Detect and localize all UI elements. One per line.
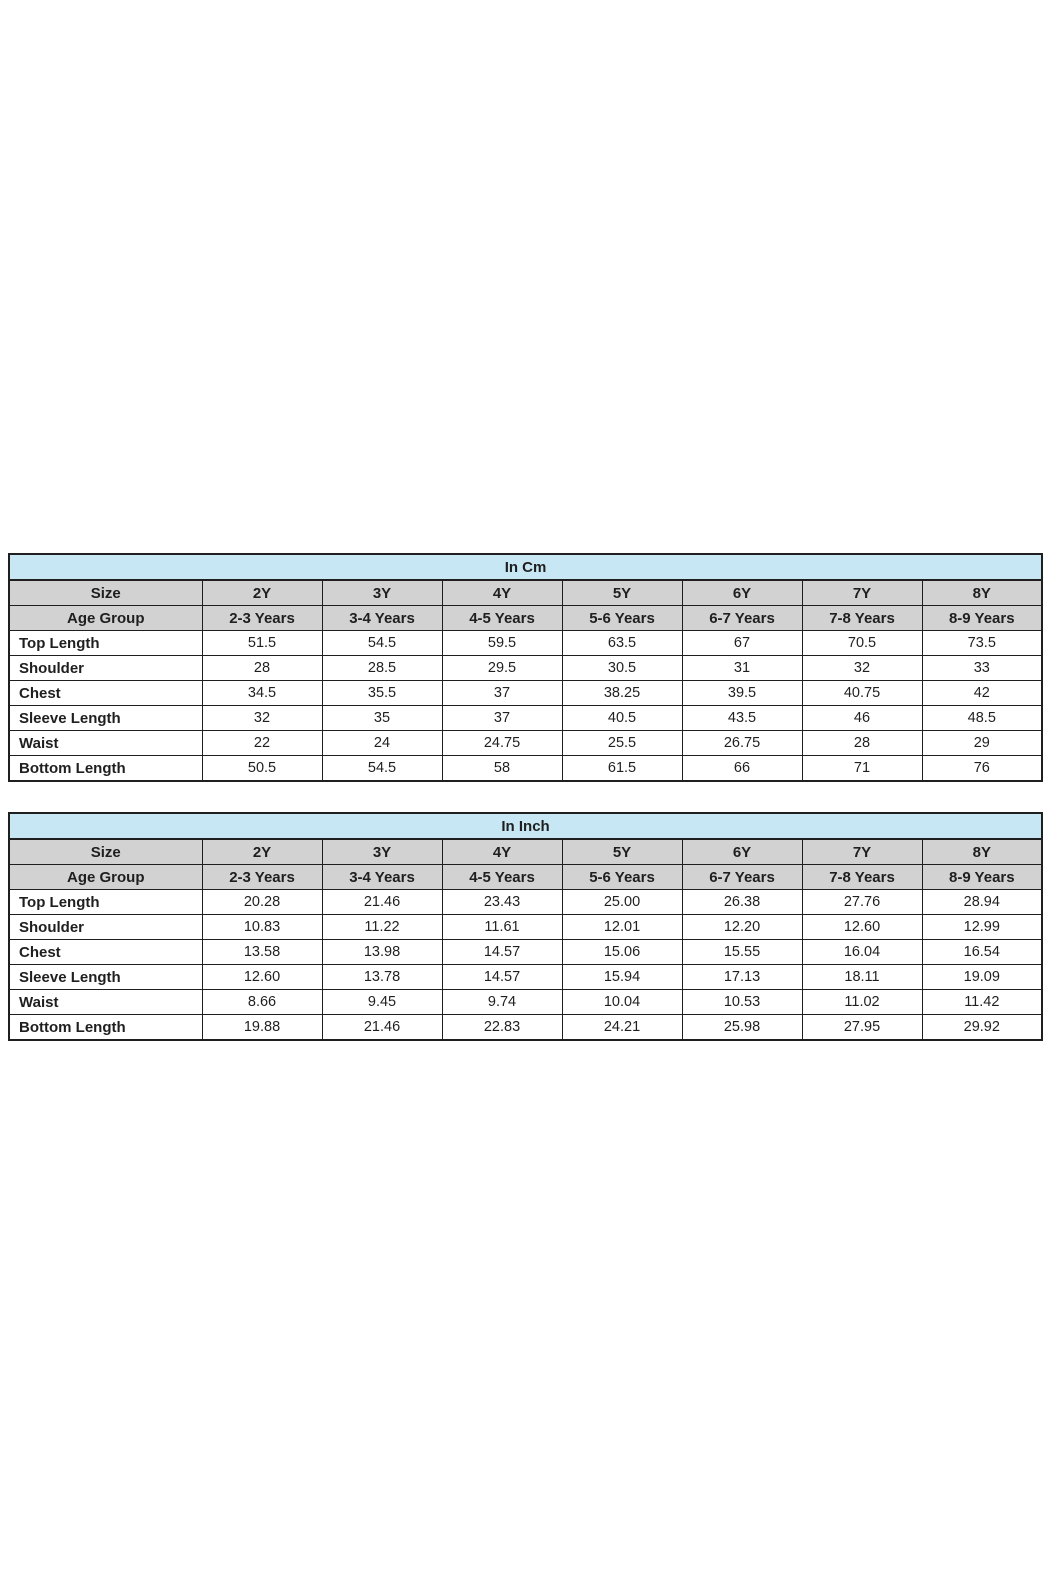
measurement-value: 29.92 (922, 1015, 1042, 1041)
measurement-value: 17.13 (682, 965, 802, 990)
measurement-value: 28.94 (922, 890, 1042, 915)
measurement-value: 25.98 (682, 1015, 802, 1041)
measurement-value: 61.5 (562, 756, 682, 782)
measurement-value: 24.21 (562, 1015, 682, 1041)
measurement-value: 10.53 (682, 990, 802, 1015)
cm-title-row (9, 554, 1042, 580)
measurement-value: 35 (322, 706, 442, 731)
measurement-value: 25.00 (562, 890, 682, 915)
measurement-value: 14.57 (442, 965, 562, 990)
size-row-label: Size (9, 580, 202, 606)
size-col-header: 7Y (802, 839, 922, 865)
measurement-value: 63.5 (562, 631, 682, 656)
measurement-value: 29.5 (442, 656, 562, 681)
measurement-value: 28.5 (322, 656, 442, 681)
size-col-header: 8Y (922, 580, 1042, 606)
measurement-value: 71 (802, 756, 922, 782)
age-group-cell: 2-3 Years (202, 865, 322, 890)
measurement-value: 24 (322, 731, 442, 756)
cm-waist-row (9, 731, 1042, 756)
inch-chest-row (9, 940, 1042, 965)
size-col-header: 6Y (682, 580, 802, 606)
measurement-value: 16.04 (802, 940, 922, 965)
measurement-label: Waist (9, 990, 202, 1015)
measurement-value: 29 (922, 731, 1042, 756)
measurement-label: Bottom Length (9, 756, 202, 782)
measurement-value: 15.94 (562, 965, 682, 990)
measurement-value: 42 (922, 681, 1042, 706)
inch-sleeve-length-row (9, 965, 1042, 990)
age-group-cell: 8-9 Years (922, 606, 1042, 631)
age-group-cell: 7-8 Years (802, 606, 922, 631)
measurement-label: Chest (9, 940, 202, 965)
age-group-row-label: Age Group (9, 606, 202, 631)
measurement-value: 12.99 (922, 915, 1042, 940)
measurement-value: 12.60 (202, 965, 322, 990)
measurement-value: 54.5 (322, 631, 442, 656)
age-group-cell: 4-5 Years (442, 865, 562, 890)
measurement-value: 11.61 (442, 915, 562, 940)
age-group-cell: 3-4 Years (322, 865, 442, 890)
measurement-value: 34.5 (202, 681, 322, 706)
size-col-header: 2Y (202, 580, 322, 606)
inch-table-title: In Inch (9, 813, 1042, 839)
measurement-value: 10.04 (562, 990, 682, 1015)
measurement-value: 20.28 (202, 890, 322, 915)
size-chart-cm-table (8, 553, 1043, 782)
measurement-label: Chest (9, 681, 202, 706)
cm-age-group-row (9, 606, 1042, 631)
age-group-cell: 5-6 Years (562, 865, 682, 890)
measurement-value: 30.5 (562, 656, 682, 681)
measurement-value: 21.46 (322, 890, 442, 915)
cm-shoulder-row (9, 656, 1042, 681)
size-row-label: Size (9, 839, 202, 865)
inch-waist-row (9, 990, 1042, 1015)
measurement-value: 32 (202, 706, 322, 731)
measurement-value: 76 (922, 756, 1042, 782)
measurement-value: 59.5 (442, 631, 562, 656)
age-group-row-label: Age Group (9, 865, 202, 890)
measurement-value: 18.11 (802, 965, 922, 990)
measurement-label: Top Length (9, 890, 202, 915)
measurement-value: 33 (922, 656, 1042, 681)
measurement-label: Shoulder (9, 656, 202, 681)
measurement-value: 14.57 (442, 940, 562, 965)
cm-top-length-row (9, 631, 1042, 656)
measurement-value: 27.95 (802, 1015, 922, 1041)
size-col-header: 3Y (322, 580, 442, 606)
measurement-value: 15.55 (682, 940, 802, 965)
measurement-value: 40.5 (562, 706, 682, 731)
measurement-value: 28 (202, 656, 322, 681)
measurement-value: 13.58 (202, 940, 322, 965)
measurement-value: 32 (802, 656, 922, 681)
measurement-value: 51.5 (202, 631, 322, 656)
measurement-label: Sleeve Length (9, 706, 202, 731)
measurement-value: 21.46 (322, 1015, 442, 1041)
size-col-header: 7Y (802, 580, 922, 606)
measurement-value: 39.5 (682, 681, 802, 706)
size-col-header: 2Y (202, 839, 322, 865)
age-group-cell: 2-3 Years (202, 606, 322, 631)
inch-bottom-length-row (9, 1015, 1042, 1041)
measurement-value: 37 (442, 706, 562, 731)
measurement-value: 40.75 (802, 681, 922, 706)
age-group-cell: 6-7 Years (682, 606, 802, 631)
measurement-label: Shoulder (9, 915, 202, 940)
measurement-value: 19.09 (922, 965, 1042, 990)
measurement-value: 11.42 (922, 990, 1042, 1015)
measurement-value: 27.76 (802, 890, 922, 915)
measurement-label: Top Length (9, 631, 202, 656)
measurement-value: 9.74 (442, 990, 562, 1015)
measurement-value: 26.38 (682, 890, 802, 915)
measurement-value: 67 (682, 631, 802, 656)
measurement-value: 9.45 (322, 990, 442, 1015)
cm-bottom-length-row (9, 756, 1042, 782)
measurement-value: 22 (202, 731, 322, 756)
age-group-cell: 5-6 Years (562, 606, 682, 631)
measurement-value: 46 (802, 706, 922, 731)
measurement-value: 31 (682, 656, 802, 681)
inch-shoulder-row (9, 915, 1042, 940)
measurement-value: 25.5 (562, 731, 682, 756)
inch-size-header-row (9, 839, 1042, 865)
measurement-value: 54.5 (322, 756, 442, 782)
measurement-label: Sleeve Length (9, 965, 202, 990)
measurement-value: 10.83 (202, 915, 322, 940)
age-group-cell: 4-5 Years (442, 606, 562, 631)
measurement-value: 8.66 (202, 990, 322, 1015)
measurement-value: 50.5 (202, 756, 322, 782)
measurement-value: 13.98 (322, 940, 442, 965)
measurement-value: 16.54 (922, 940, 1042, 965)
measurement-value: 13.78 (322, 965, 442, 990)
size-col-header: 5Y (562, 839, 682, 865)
measurement-label: Waist (9, 731, 202, 756)
age-group-cell: 7-8 Years (802, 865, 922, 890)
measurement-label: Bottom Length (9, 1015, 202, 1041)
age-group-cell: 6-7 Years (682, 865, 802, 890)
measurement-value: 12.20 (682, 915, 802, 940)
measurement-value: 73.5 (922, 631, 1042, 656)
measurement-value: 38.25 (562, 681, 682, 706)
measurement-value: 43.5 (682, 706, 802, 731)
measurement-value: 23.43 (442, 890, 562, 915)
measurement-value: 11.02 (802, 990, 922, 1015)
inch-title-row (9, 813, 1042, 839)
inch-age-group-row (9, 865, 1042, 890)
measurement-value: 66 (682, 756, 802, 782)
measurement-value: 48.5 (922, 706, 1042, 731)
cm-sleeve-length-row (9, 706, 1042, 731)
measurement-value: 12.60 (802, 915, 922, 940)
measurement-value: 22.83 (442, 1015, 562, 1041)
size-col-header: 8Y (922, 839, 1042, 865)
measurement-value: 70.5 (802, 631, 922, 656)
cm-chest-row (9, 681, 1042, 706)
measurement-value: 11.22 (322, 915, 442, 940)
size-col-header: 6Y (682, 839, 802, 865)
measurement-value: 35.5 (322, 681, 442, 706)
measurement-value: 37 (442, 681, 562, 706)
age-group-cell: 3-4 Years (322, 606, 442, 631)
inch-top-length-row (9, 890, 1042, 915)
measurement-value: 15.06 (562, 940, 682, 965)
measurement-value: 12.01 (562, 915, 682, 940)
measurement-value: 26.75 (682, 731, 802, 756)
size-col-header: 5Y (562, 580, 682, 606)
cm-table-title: In Cm (9, 554, 1042, 580)
measurement-value: 28 (802, 731, 922, 756)
size-col-header: 4Y (442, 839, 562, 865)
size-col-header: 3Y (322, 839, 442, 865)
measurement-value: 19.88 (202, 1015, 322, 1041)
measurement-value: 58 (442, 756, 562, 782)
size-chart-inch-table (8, 812, 1043, 1041)
size-col-header: 4Y (442, 580, 562, 606)
measurement-value: 24.75 (442, 731, 562, 756)
age-group-cell: 8-9 Years (922, 865, 1042, 890)
cm-size-header-row (9, 580, 1042, 606)
